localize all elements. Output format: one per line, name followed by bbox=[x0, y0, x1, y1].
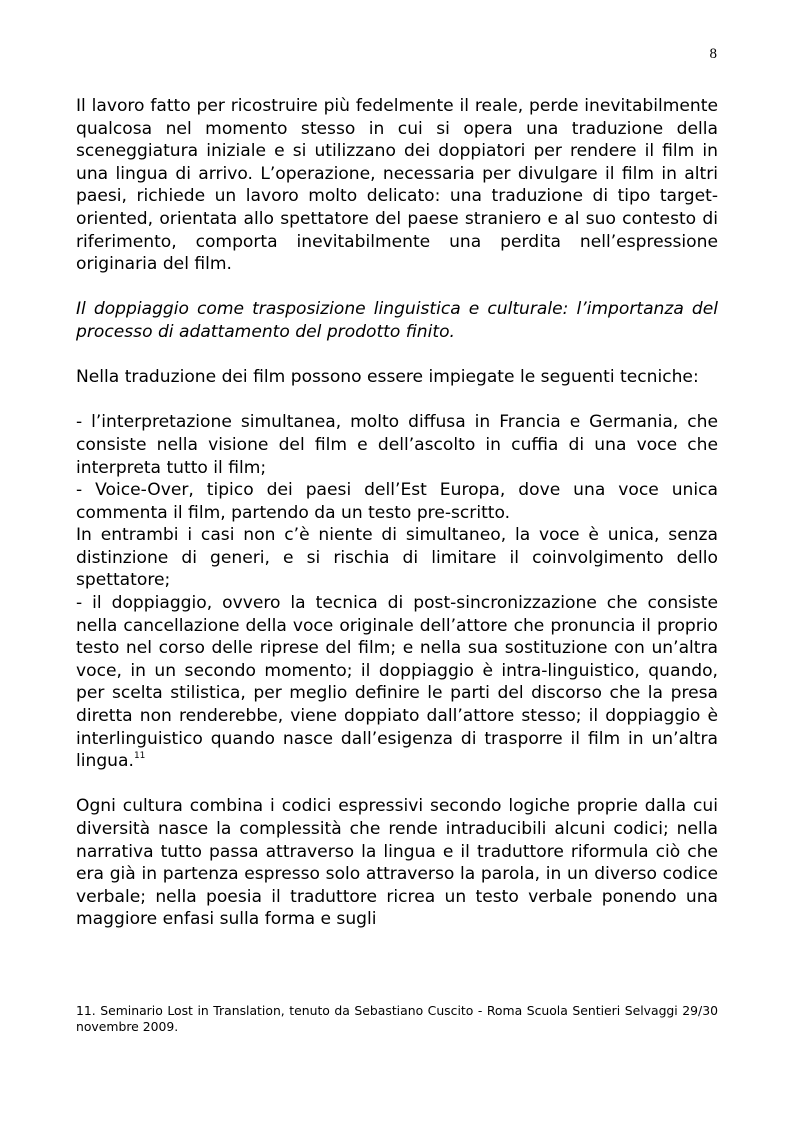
page-number: 8 bbox=[709, 46, 717, 62]
paragraph-gap bbox=[76, 276, 718, 299]
footnote-reference[interactable]: 11 bbox=[133, 750, 146, 761]
paragraph-cultural-codes: Ogni cultura combina i codici espressivi secondo logiche proprie dalla cui diversità nasce la complessità che rende intraducibili alcuni codici; nella narrativa tutto passa attraverso la lingua e il traduttore riformula ciò che era già in partenza espresso solo attraverso la parola, in un diverso codice verbale; nella poesia il traduttore ricrea un testo verbale ponendo una maggiore enfasi sulla forma e sugli bbox=[76, 796, 718, 930]
paragraph-gap bbox=[76, 389, 718, 412]
list-item-voice-over: - Voice-Over, tipico dei paesi dell’Est Europa, dove una voce unica commenta il film, partendo da un testo pre-scritto. bbox=[76, 480, 718, 523]
section-heading: Il doppiaggio come trasposizione linguistica e culturale: l’importanza del processo di adattamento del prodotto finito. bbox=[76, 299, 718, 342]
dubbing-text: - il doppiaggio, ovvero la tecnica di post-sincronizzazione che consiste nella cancellazione della voce originale dell’attore che pronuncia il proprio testo nel corso delle riprese del film; e nella sua sostituzione con un’altra voce, in un secondo momento; il doppiaggio è intra-linguistico, quando, per scelta stilistica, per meglio definire le parti del discorso che la presa diretta non renderebbe, viene doppiato dall’attore stesso; il doppiaggio è interlinguistico quando nasce dall’esigenza di trasporre il film in un’altra lingua. bbox=[76, 593, 718, 772]
paragraph-gap bbox=[76, 773, 718, 796]
paragraph-gap bbox=[76, 344, 718, 367]
paragraph-both-cases: In entrambi i casi non c’è niente di simultaneo, la voce è unica, senza distinzione di generi, e si rischia di limitare il coinvolgimento dello spettatore; bbox=[76, 525, 718, 591]
list-item-dubbing bbox=[76, 592, 718, 773]
footnote: 11. Seminario Lost in Translation, tenuto da Sebastiano Cuscito - Roma Scuola Sentieri Selvaggi 29/30 novembre 2009. bbox=[76, 1003, 718, 1034]
body-text bbox=[76, 95, 718, 931]
paragraph-techniques-intro: Nella traduzione dei film possono essere impiegate le seguenti tecniche: bbox=[76, 367, 699, 388]
list-item-simultaneous: - l’interpretazione simultanea, molto diffusa in Francia e Germania, che consiste nella visione del film e dell’ascolto in cuffia di una voce che interpreta tutto il film; bbox=[76, 412, 718, 478]
paragraph-intro: Il lavoro fatto per ricostruire più fedelmente il reale, perde inevitabilmente qualcosa nel momento stesso in cui si opera una traduzione della sceneggiatura iniziale e si utilizzano dei doppiatori per rendere il film in una lingua di arrivo. L’operazione, necessaria per divulgare il film in altri paesi, richiede un lavoro molto delicato: una traduzione di tipo target-oriented, orientata allo spettatore del paese straniero e al suo contesto di riferimento, comporta inevitabilmente una perdita nell’espressione originaria del film. bbox=[76, 96, 718, 275]
